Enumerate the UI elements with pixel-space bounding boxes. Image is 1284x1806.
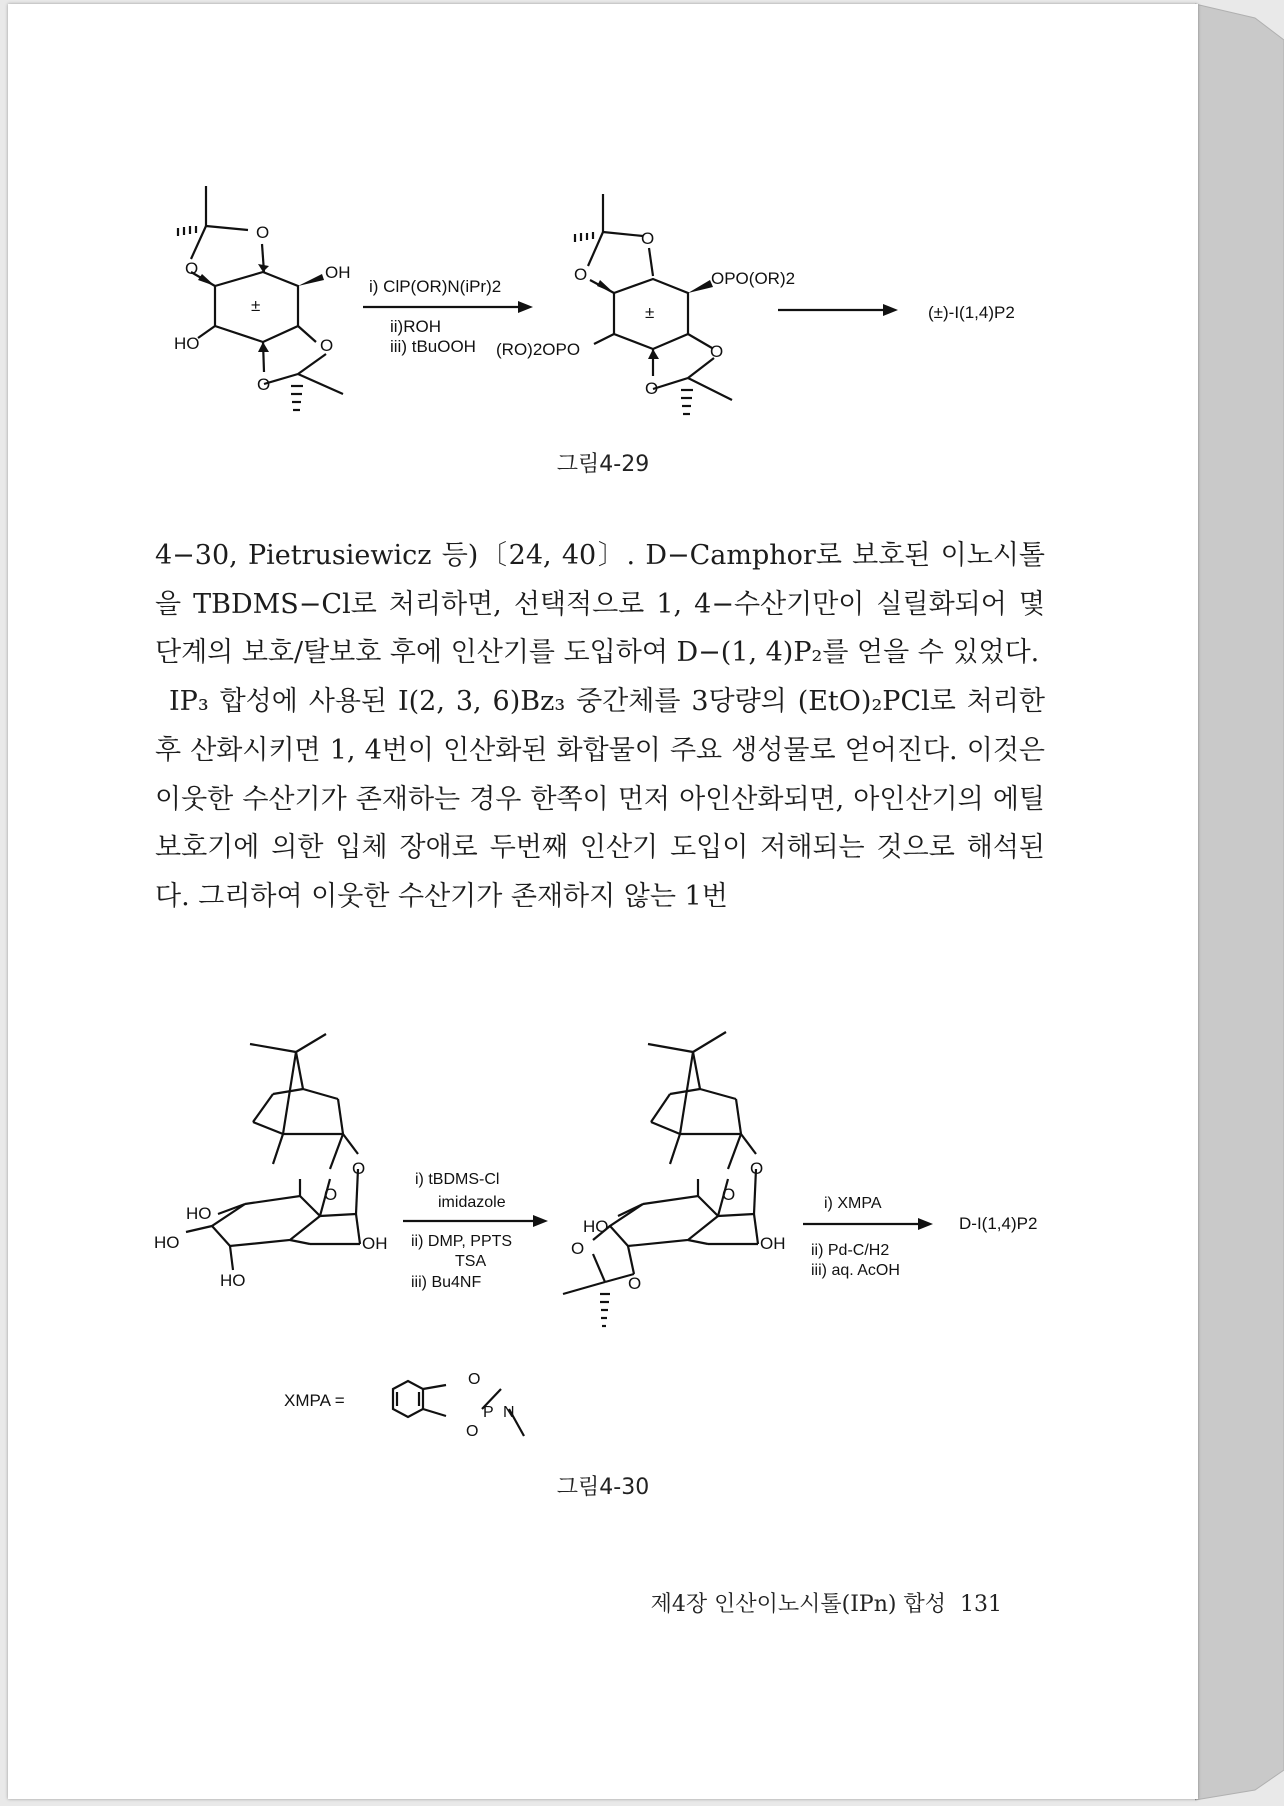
figure-4-29-caption: 그림4-29 — [556, 452, 650, 477]
fig30-step1-reagent-5: iii) Bu4NF — [411, 1274, 482, 1291]
fig30-sm-o-2: O — [352, 1159, 366, 1178]
chapter-title: 제4장 인산이노시톨(IPn) 합성 — [650, 1592, 946, 1617]
fig29-starting-material — [174, 186, 351, 410]
paragraph-2: IP₃ 합성에 사용된 I(2, 3, 6)Bz₃ 중간체를 3당량의 (EtO)₂PCl로 처리한 후 산화시키면 1, 4번이 인산화된 화합물이 주요 생성물로 얻어진다. 이것은 이웃한 수산기가 존재하는 경우 한쪽이 먼저 아인산화되면, 아인산기의 에틸 보호기에 의한 입체 장애로 두번째 인산기 도입이 저해되는 것으로 해석된다. 그리하여 이웃한 수산기가 존재하지 않는 1번 — [155, 686, 1045, 912]
fig30-xmpa-definition — [284, 1371, 524, 1440]
figure-4-30-caption: 그림4-30 — [556, 1475, 650, 1500]
fig30-starting-material — [154, 1034, 388, 1290]
fig30-xmpa-n: N — [503, 1404, 515, 1421]
fig29-int-o-top: O — [641, 229, 655, 248]
fig30-int-o-1: O — [722, 1185, 736, 1204]
fig30-step1-reagent-3: ii) DMP, PPTS — [411, 1233, 513, 1250]
page-footer — [637, 1587, 1002, 1618]
fig30-xmpa-o-bottom: O — [466, 1423, 479, 1440]
fig30-xmpa-p: P — [483, 1404, 494, 1421]
fig29-int-o-left: O — [574, 265, 588, 284]
fig29-product: (±)-I(1,4)P2 — [928, 303, 1015, 322]
fig30-arrow-1 — [403, 1171, 548, 1291]
fig29-int-o-right: O — [710, 342, 724, 361]
fig29-int-racemic: ± — [645, 303, 655, 322]
fig30-intermediate — [563, 1032, 786, 1326]
fig30-arrow-2 — [803, 1195, 933, 1279]
figure-4-29 — [8, 4, 1198, 444]
fig29-reagent-2: ii)ROH — [390, 317, 441, 336]
fig30-step2-reagent-1: i) XMPA — [824, 1195, 882, 1212]
fig30-sm-o-1: O — [324, 1185, 338, 1204]
fig29-int-o-bottom: O — [645, 379, 659, 398]
fig29-sm-o-top: O — [256, 223, 270, 242]
fig30-product: D-I(1,4)P2 — [959, 1214, 1038, 1233]
fig29-sm-o-left: O — [185, 259, 199, 278]
fig29-arrow-2 — [778, 304, 898, 316]
fig30-xmpa-label: XMPA = — [284, 1391, 345, 1410]
fig29-sm-o-bottom: O — [257, 375, 271, 394]
fig30-int-o-2: O — [750, 1159, 764, 1178]
fig30-sm-oh: OH — [362, 1234, 388, 1253]
fig29-intermediate — [496, 194, 795, 414]
fig30-xmpa-o-top: O — [468, 1371, 481, 1388]
fig30-step2-reagent-2: ii) Pd-C/H2 — [811, 1242, 890, 1259]
fig29-sm-racemic: ± — [251, 296, 261, 315]
fig30-int-ho: HO — [583, 1217, 609, 1236]
fig29-sm-o-right: O — [320, 336, 334, 355]
fig29-int-opo: OPO(OR)2 — [711, 269, 796, 288]
fig30-step1-reagent-4: TSA — [455, 1253, 487, 1270]
book-page — [8, 4, 1198, 1799]
paragraph-1: 4−30, Pietrusiewicz 등)〔24, 40〕. D−Camphor로 보호된 이노시톨을 TBDMS−Cl로 처리하면, 선택적으로 1, 4−수산기만이 실릴화되어 몇 단계의 보호/탈보호 후에 인산기를 도입하여 D−(1, 4)P₂를 얻을 수 있었다. — [155, 540, 1045, 669]
fig30-sm-ho-3: HO — [220, 1271, 246, 1290]
fig30-step2-reagent-3: iii) aq. AcOH — [811, 1262, 900, 1279]
fig30-int-o-4: O — [628, 1274, 642, 1293]
figure-4-30 — [8, 1004, 1198, 1494]
page-number: 131 — [960, 1592, 1002, 1617]
fig30-int-o-3: O — [571, 1239, 585, 1258]
body-text — [155, 532, 1045, 922]
fig29-sm-oh: OH — [325, 263, 351, 282]
fig29-int-ropo: (RO)2OPO — [496, 340, 581, 359]
fig30-step1-reagent-1: i) tBDMS-Cl — [415, 1171, 500, 1188]
fig29-reagent-3: iii) tBuOOH — [390, 337, 476, 356]
fig30-sm-ho-2: HO — [154, 1233, 180, 1252]
fig30-int-oh: OH — [760, 1234, 786, 1253]
book-edge — [1195, 0, 1284, 1806]
fig29-sm-ho: HO — [174, 334, 200, 353]
fig29-reagent-1: i) ClP(OR)N(iPr)2 — [369, 277, 502, 296]
fig30-step1-reagent-2: imidazole — [438, 1194, 506, 1211]
fig30-sm-ho-1: HO — [186, 1204, 212, 1223]
